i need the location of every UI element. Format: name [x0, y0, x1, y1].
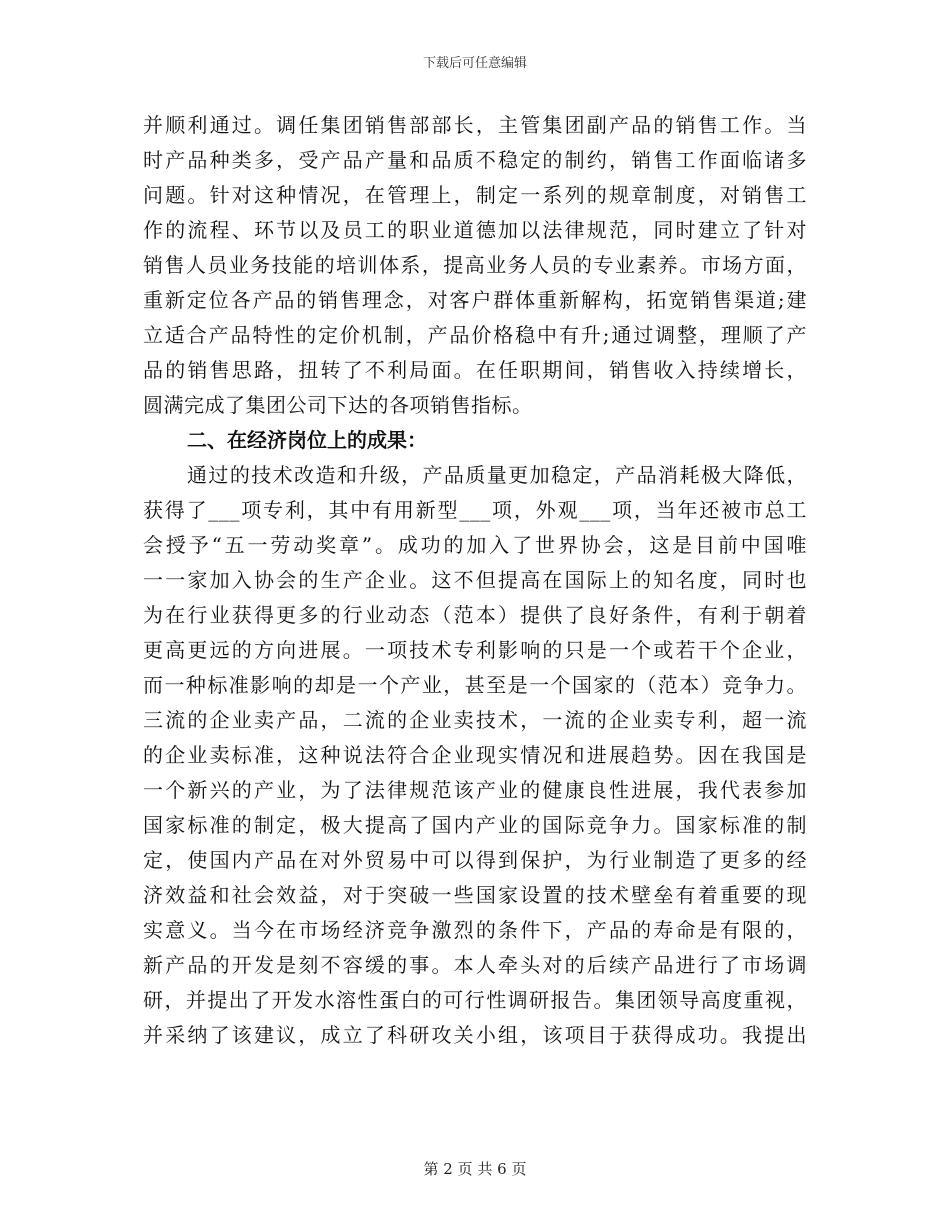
- text-line: 圆满完成了集团公司下达的各项销售指标。: [143, 393, 533, 417]
- text-line: 一一家加入协会的生产企业。这不但提高在国际上的知名度，同时也: [143, 568, 807, 592]
- text-line: 定，使国内产品在对外贸易中可以得到保护，为行业制造了更多的经: [143, 848, 807, 872]
- text-line: 并采纳了该建议，成立了科研攻关小组，该项目于获得成功。我提出: [143, 1023, 807, 1047]
- text-line: 并顺利通过。调任集团销售部部长，主管集团副产品的销售工作。当: [143, 113, 807, 137]
- text-line: 而一种标准影响的却是一个产业，甚至是一个国家的（范本）竞争力。: [143, 673, 807, 697]
- text-line: 济效益和社会效益，对于突破一些国家设置的技术壁垒有着重要的现: [143, 883, 807, 907]
- page-number-footer: 第 2 页 共 6 页: [423, 1160, 527, 1178]
- text-line: 三流的企业卖产品，二流的企业卖技术，一流的企业卖专利，超一流: [143, 708, 807, 732]
- text-line: 更高更远的方向进展。一项技术专利影响的只是一个或若干个企业，: [143, 638, 807, 662]
- text-line: 问题。针对这种情况，在管理上，制定一系列的规章制度，对销售工: [143, 183, 807, 207]
- text-line: 销售人员业务技能的培训体系，提高业务人员的专业素养。市场方面，: [143, 253, 807, 277]
- page-header: 下载后可任意编辑: [422, 56, 527, 71]
- document-body: [143, 108, 807, 1053]
- text-line: 国家标准的制定，极大提高了国内产业的国际竞争力。国家标准的制: [143, 813, 807, 837]
- text-line: 通过的技术改造和升级，产品质量更加稳定，产品消耗极大降低，: [187, 463, 807, 487]
- text-line: 获得了___项专利，其中有用新型___项，外观___项，当年还被市总工: [143, 498, 807, 522]
- text-line: 新产品的开发是刻不容缓的事。本人牵头对的后续产品进行了市场调: [143, 953, 807, 977]
- text-line: 立适合产品特性的定价机制，产品价格稳中有升;通过调整，理顺了产: [143, 323, 807, 347]
- text-line: 品的销售思路，扭转了不利局面。在任职期间，销售收入持续增长，: [143, 358, 807, 382]
- text-line: 会授予“五一劳动奖章”。成功的加入了世界协会，这是目前中国唯: [143, 533, 807, 557]
- text-line: 的企业卖标准，这种说法符合企业现实情况和进展趋势。因在我国是: [143, 743, 807, 767]
- text-line: 实意义。当今在市场经济竞争激烈的条件下，产品的寿命是有限的，: [143, 918, 807, 942]
- text-line: 重新定位各产品的销售理念，对客户群体重新解构，拓宽销售渠道;建: [143, 288, 807, 312]
- text-line: 作的流程、环节以及员工的职业道德加以法律规范，同时建立了针对: [143, 218, 807, 242]
- text-line: 时产品种类多，受产品产量和品质不稳定的制约，销售工作面临诸多: [143, 148, 807, 172]
- paragraph-1: [143, 108, 807, 423]
- text-line: 一个新兴的产业，为了法律规范该产业的健康良性进展，我代表参加: [143, 778, 807, 802]
- section-heading: 二、在经济岗位上的成果：: [187, 428, 427, 452]
- text-line: 研，并提出了开发水溶性蛋白的可行性调研报告。集团领导高度重视，: [143, 988, 807, 1012]
- text-line: 为在行业获得更多的行业动态（范本）提供了良好条件，有利于朝着: [143, 603, 807, 627]
- paragraph-2: [143, 458, 807, 1053]
